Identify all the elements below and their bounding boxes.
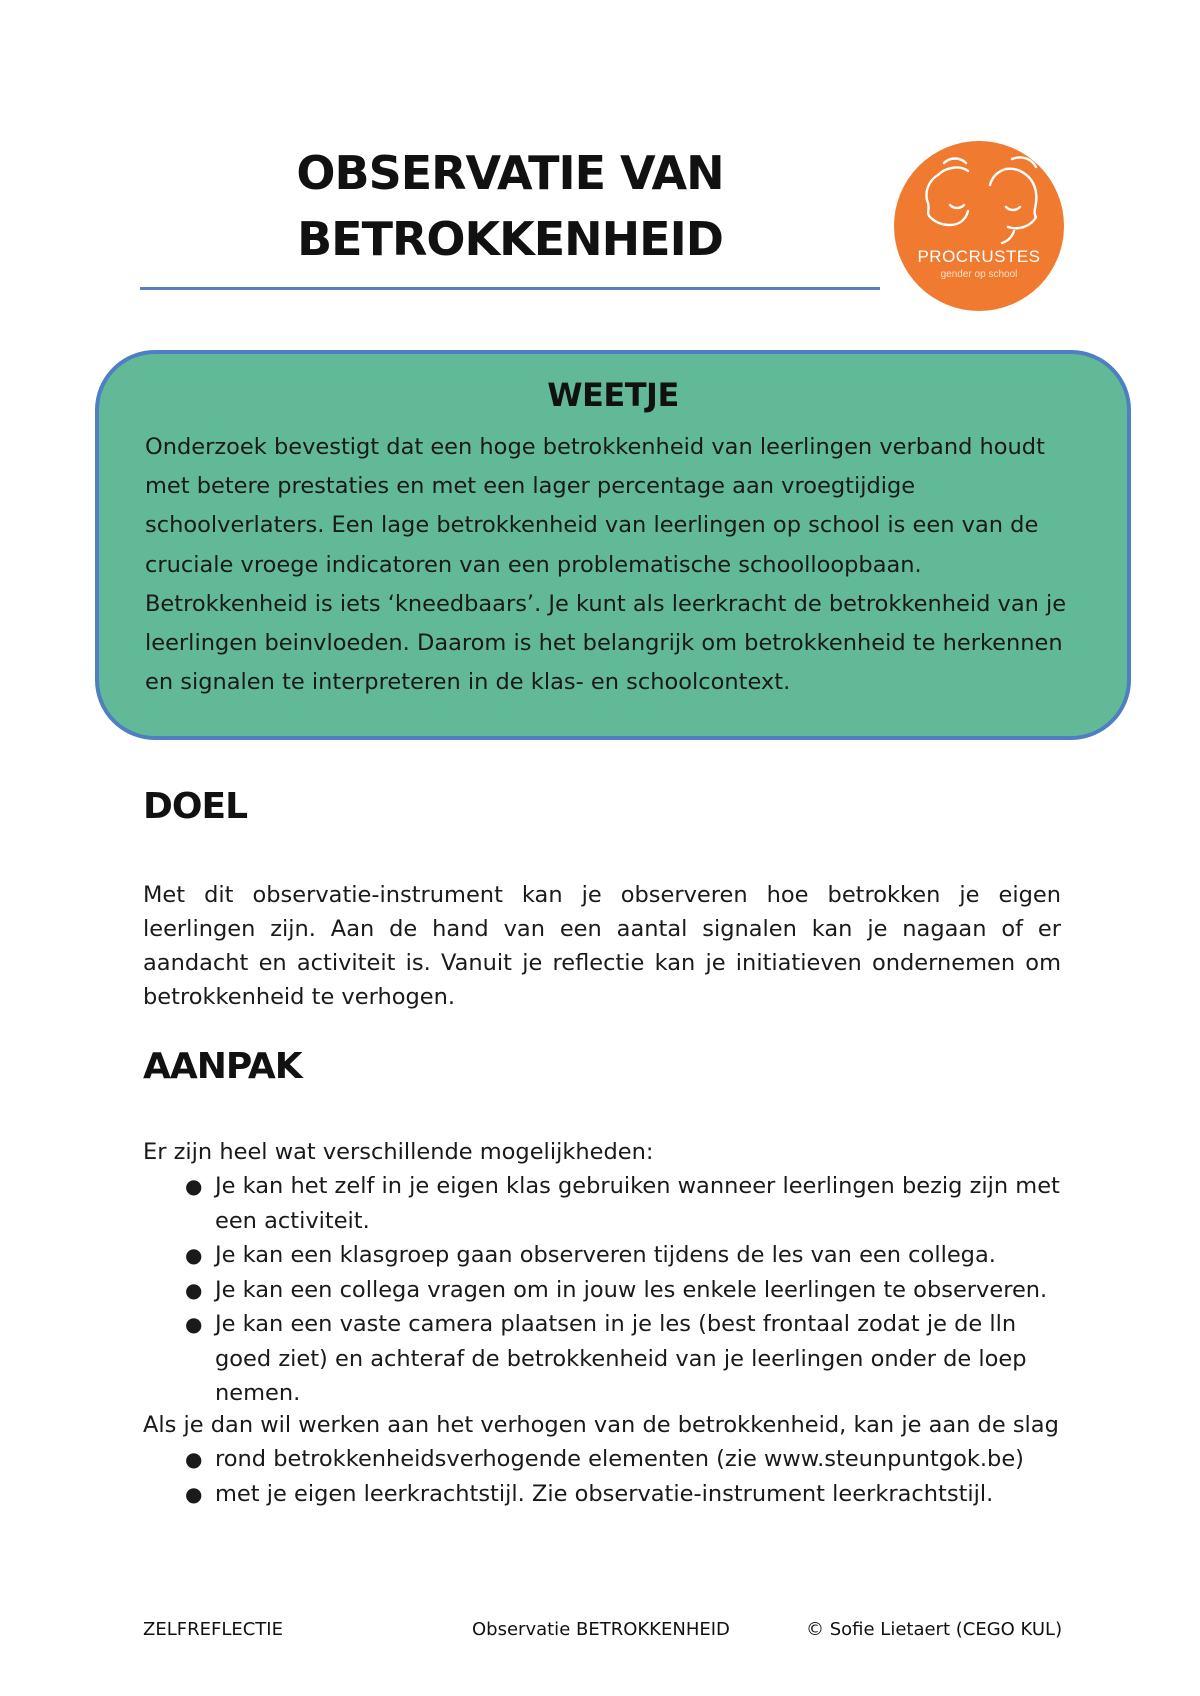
bullet-icon: ● xyxy=(185,1447,203,1471)
logo-tagline: gender op school xyxy=(940,269,1018,280)
weetje-paragraph-2: Betrokkenheid is iets ‘kneedbaars’. Je kunt als leerkracht de betrokkenheid van je leerlingen beinvloeden. Daarom is het belangrijk om betrokkenheid te herkennen en signalen te interpreteren in de klas- en schoolcontext. xyxy=(145,590,1067,696)
footer-left: ZELFREFLECTIE xyxy=(143,1619,283,1640)
bullet-icon: ● xyxy=(185,1481,203,1506)
title-underline xyxy=(140,287,880,290)
doel-text: Met dit observatie-instrument kan je observeren hoe betrokken je eigen leerlingen zijn. Aan de hand van een aantal signalen kan je nagaan of er aandacht en activiteit is. Vanuit je reflectie kan je initiatieven ondernemen om betrokkenheid te verhogen. xyxy=(143,882,1061,1010)
aanpak-followup-list xyxy=(143,1442,1061,1511)
list-item: ● Je kan een collega vragen om in jouw les enkele leerlingen te observeren. xyxy=(143,1273,1061,1308)
aanpak-followup: Als je dan wil werken aan het verhogen van de betrokkenheid, kan je aan de slag xyxy=(143,1412,1059,1438)
weetje-text xyxy=(145,428,1095,702)
aanpak-options-list xyxy=(143,1169,1061,1411)
doel-heading: DOEL xyxy=(143,786,248,827)
list-item: ● met je eigen leerkrachtstijl. Zie observatie-instrument leerkrachtstijl. xyxy=(143,1477,1061,1512)
weetje-paragraph-1: Onderzoek bevestigt dat een hoge betrokkenheid van leerlingen verband houdt met betere prestaties en met een lager percentage aan vroegtijdige schoolverlaters. Een lage betrokkenheid van leerlingen op school is een van de cruciale vroege indicatoren van een problematische schoolloopbaan. xyxy=(145,434,1045,578)
footer-center: Observatie BETROKKENHEID xyxy=(472,1619,730,1640)
list-item: ● Je kan het zelf in je eigen klas gebruiken wanneer leerlingen bezig zijn met een activiteit. xyxy=(143,1169,1061,1238)
procrustes-logo xyxy=(894,141,1064,311)
bullet-icon: ● xyxy=(185,1277,203,1302)
list-item: ● Je kan een vaste camera plaatsen in je les (best frontaal zodat je de lln goed ziet) en achteraf de betrokkenheid van je leerlingen onder de loep nemen. xyxy=(143,1307,1061,1411)
page-title-line2: BETROKKENHEID xyxy=(297,212,723,266)
logo-name: PROCRUSTES xyxy=(917,247,1041,266)
weetje-box xyxy=(95,350,1131,740)
page-title xyxy=(140,140,880,272)
aanpak-heading: AANPAK xyxy=(143,1046,302,1087)
footer-right: © Sofie Lietaert (CEGO KUL) xyxy=(806,1619,1063,1640)
bullet-icon: ● xyxy=(185,1174,203,1198)
aanpak-intro: Er zijn heel wat verschillende mogelijkheden: xyxy=(143,1139,654,1165)
two-faces-icon xyxy=(894,141,1064,311)
weetje-title: WEETJE xyxy=(547,376,679,414)
list-item: ● Je kan een klasgroep gaan observeren tijdens de les van een collega. xyxy=(143,1238,1061,1273)
bullet-icon: ● xyxy=(185,1243,203,1267)
page-title-line1: OBSERVATIE VAN xyxy=(296,146,724,200)
list-item: ● rond betrokkenheidsverhogende elementen (zie www.steunpuntgok.be) xyxy=(143,1442,1061,1477)
bullet-icon: ● xyxy=(185,1312,203,1336)
